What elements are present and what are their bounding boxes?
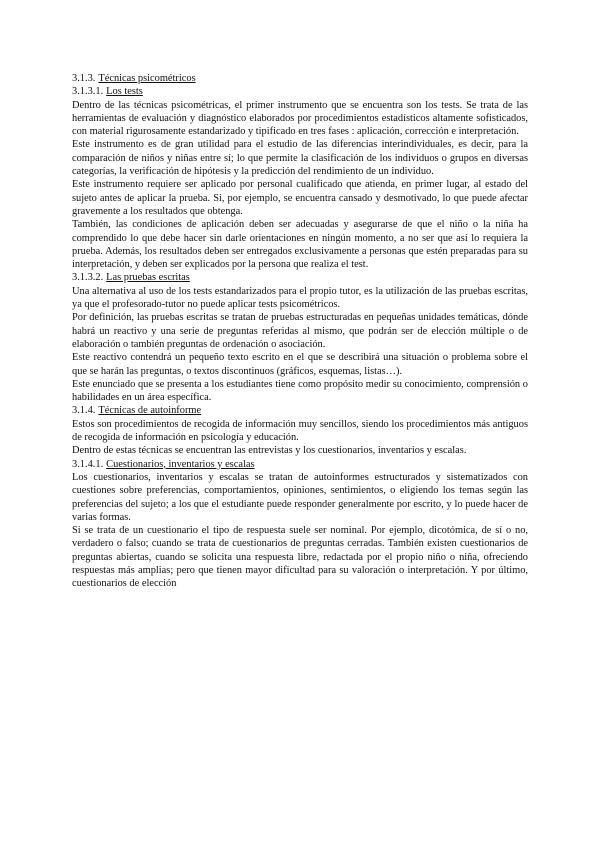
section-heading-3-1-3-1 bbox=[72, 85, 528, 98]
section-title: Técnicas de autoinforme bbox=[98, 405, 202, 417]
section-title: Los tests bbox=[106, 86, 143, 98]
document-page bbox=[72, 72, 528, 591]
section-number: 3.1.3.2. bbox=[72, 272, 104, 284]
paragraph: Dentro de estas técnicas se encuentran las entrevistas y los cuestionarios, inventarios y escalas. bbox=[72, 445, 467, 457]
section-title: Técnicas psicométricos bbox=[98, 73, 196, 84]
section-heading-3-1-3-2 bbox=[72, 271, 528, 284]
paragraph: Este reactivo contendrá un pequeño texto escrito en el que se describirá una situación o problema sobre el que se harán las preguntas, o textos discontinuos (gráficos, esquemas, listas…). bbox=[72, 352, 528, 377]
section-heading-3-1-3 bbox=[72, 72, 528, 85]
paragraph: Una alternativa al uso de los tests estandarizados para el propio tutor, es la utilización de las pruebas escritas, ya que el profesorado-tutor no puede aplicar tests psicométricos. bbox=[72, 285, 528, 311]
paragraph: Estos son procedimientos de recogida de información muy sencillos, siendo los procedimientos más antiguos de recogida de información en psicología y educación. bbox=[72, 418, 528, 444]
paragraph: Este instrumento es de gran utilidad para el estudio de las diferencias interindividuales, es decir, para la comparación de niños y niñas entre sí; lo que permite la clasificación de los individuos o grupos en diversas categorías, la verificación de hipótesis y la predicción del rendimiento de un individuo. bbox=[72, 139, 528, 178]
section-title: Cuestionarios, inventarios y escalas bbox=[106, 458, 255, 470]
paragraph: Por definición, las pruebas escritas se tratan de pruebas estructuradas en pequeñas unidades temáticas, dónde habrá un reactivo y una serie de preguntas referidas al mismo, que podrán ser de elección múltiple o de elaboración o también preguntas de ordenación o asociación. bbox=[72, 312, 528, 350]
paragraph: Este enunciado que se presenta a los estudiantes tiene como propósito medir su conocimiento, comprensión o habilidades en un área específica. bbox=[72, 378, 528, 404]
paragraph: Si se trata de un cuestionario el tipo de respuesta suele ser nominal. Por ejemplo, dicotómica, de sí o no, verdadero o falso; cuando se trata de cuestionarios de preguntas cerradas. También existen cuestionarios de preguntas abiertas, cuando se solicita una respuesta libre, redactada por el propio niño o niña, ofreciendo respuestas más amplias; pero que tienen mayor dificultad para su valoración o interpretación. Y por último, cuestionarios de elección bbox=[72, 525, 528, 590]
section-number: 3.1.4. bbox=[72, 405, 96, 417]
paragraph: Dentro de las técnicas psicométricas, el primer instrumento que se encuentra son los tests. Se trata de las herramientas de evaluación y diagnóstico elaborados por procedimientos estadísticos altamente sofisticados, con material rigurosamente estandarizado y tipificado en tres fases : aplicación, corrección e interpretación. bbox=[72, 99, 528, 138]
section-number: 3.1.3. bbox=[72, 73, 96, 84]
section-number: 3.1.3.1. bbox=[72, 86, 104, 98]
section-title: Las pruebas escritas bbox=[106, 272, 190, 284]
paragraph: Este instrumento requiere ser aplicado por personal cualificado que atienda, en primer lugar, al estado del sujeto antes de aplicar la prueba. Si, por ejemplo, se encuentra cansado y desmotivado, lo que puede afectar gravemente a los resultados que obtenga. bbox=[72, 179, 528, 217]
paragraph: También, las condiciones de aplicación deben ser adecuadas y asegurarse de que el niño o la niña ha comprendido lo que debe hacer sin darle orientaciones en ningún momento, a no ser que así lo requiera la prueba. Además, los resultados deben ser entregados exclusivamente a personas que estén preparadas para su interpretación, y deben ser explicados por la persona que realiza el test. bbox=[72, 219, 528, 271]
section-heading-3-1-4 bbox=[72, 404, 528, 417]
paragraph: Los cuestionarios, inventarios y escalas se tratan de autoinformes estructurados y sistematizados con cuestiones sobre preferencias, comportamientos, opiniones, sentimientos, o eligiendo los temas según las preferencias del sujeto; a los que el estudiante puede responder generalmente por escrito, y lo puede hacer de varias formas. bbox=[72, 471, 528, 523]
section-heading-3-1-4-1 bbox=[72, 458, 528, 471]
section-number: 3.1.4.1. bbox=[72, 458, 104, 470]
